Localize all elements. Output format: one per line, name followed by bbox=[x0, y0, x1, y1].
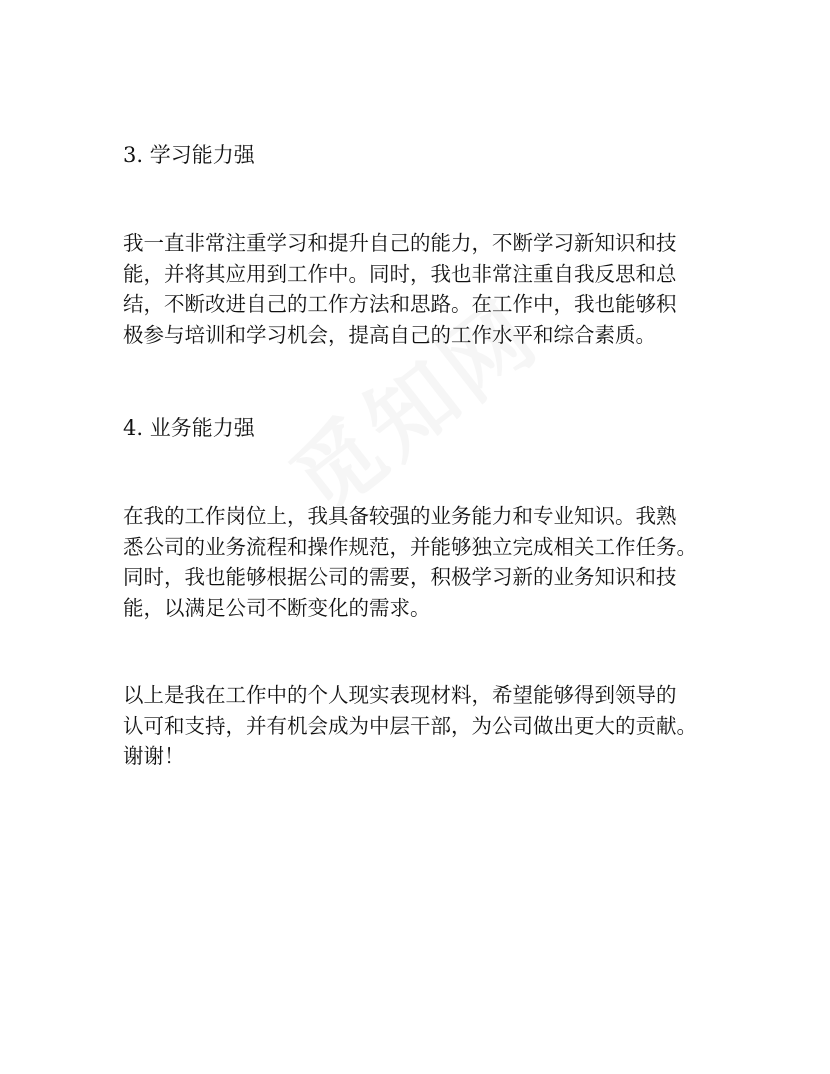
paragraph-line: 同时，我也能够根据公司的需要，积极学习新的业务知识和技 bbox=[123, 565, 677, 589]
paragraph-line: 极参与培训和学习机会，提高自己的工作水平和综合素质。 bbox=[123, 322, 656, 347]
paragraph-learning bbox=[123, 228, 723, 350]
paragraph-line: 以上是我在工作中的个人现实表现材料，希望能够得到领导的 bbox=[123, 683, 677, 707]
paragraph-business bbox=[123, 501, 723, 623]
paragraph-closing bbox=[123, 680, 723, 772]
section-heading-business: 4. 业务能力强 bbox=[123, 416, 255, 440]
paragraph-line: 谢谢！ bbox=[123, 744, 185, 768]
paragraph-line: 结，不断改进自己的工作方法和思路。在工作中，我也能够积 bbox=[123, 292, 677, 316]
paragraph-line: 悉公司的业务流程和操作规范，并能够独立完成相关工作任务。 bbox=[123, 534, 697, 559]
paragraph-line: 我一直非常注重学习和提升自己的能力，不断学习新知识和技 bbox=[123, 231, 677, 255]
paragraph-line: 认可和支持，并有机会成为中层干部，为公司做出更大的贡献。 bbox=[123, 713, 697, 738]
paragraph-line: 在我的工作岗位上，我具备较强的业务能力和专业知识。我熟 bbox=[123, 504, 677, 528]
paragraph-line: 能，并将其应用到工作中。同时，我也非常注重自我反思和总 bbox=[123, 261, 677, 286]
paragraph-line: 能，以满足公司不断变化的需求。 bbox=[123, 595, 431, 620]
section-heading-learning: 3. 学习能力强 bbox=[123, 143, 255, 167]
